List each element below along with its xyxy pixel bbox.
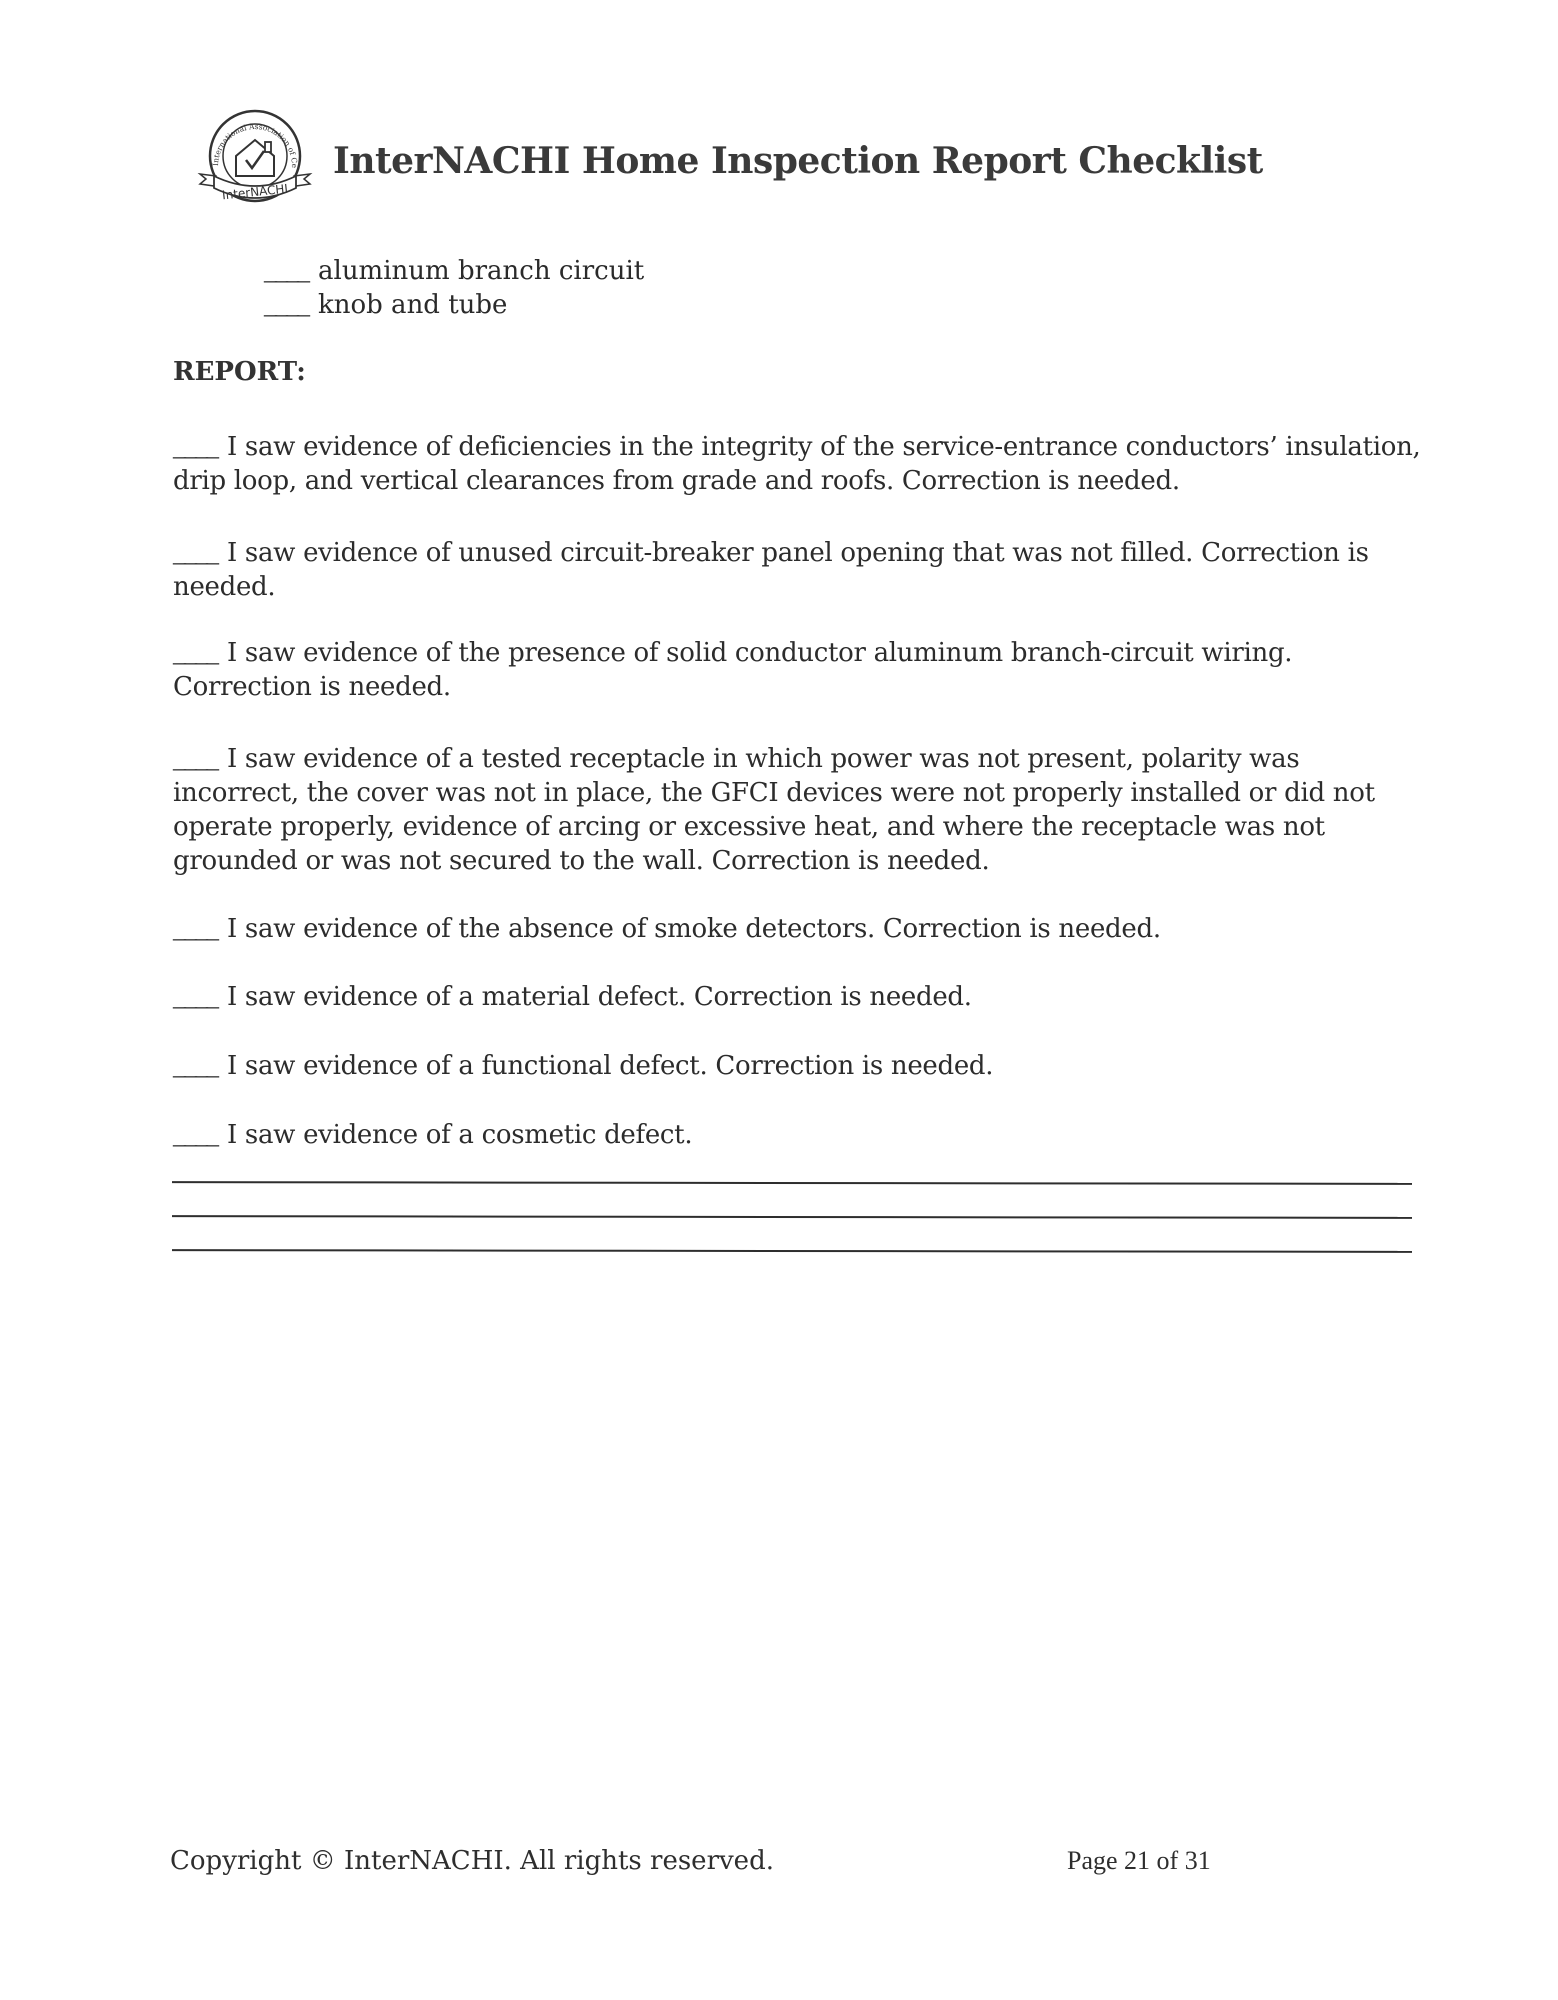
report-item	[173, 742, 1423, 878]
checkbox-blank[interactable]: ____	[173, 914, 217, 943]
internachi-logo	[196, 104, 314, 212]
checkbox-blank[interactable]: ____	[173, 982, 217, 1011]
report-item	[173, 1049, 1423, 1083]
checkbox-blank[interactable]: ____	[264, 256, 308, 285]
option-label: knob and tube	[318, 290, 508, 320]
page-title: InterNACHI Home Inspection Report Checklist	[333, 140, 1263, 182]
copyright-notice: Copyright © InterNACHI. All rights reserved.	[170, 1846, 774, 1876]
report-item-text: I saw evidence of a material defect. Correction is needed.	[227, 982, 972, 1012]
report-item	[173, 536, 1423, 604]
report-item-text: I saw evidence of a functional defect. Correction is needed.	[227, 1051, 994, 1081]
report-item	[173, 912, 1423, 946]
report-item-text: I saw evidence of unused circuit-breaker panel opening that was not filled. Correction is needed.	[173, 538, 1369, 602]
checkbox-blank[interactable]: ____	[173, 1051, 217, 1080]
checkbox-blank[interactable]: ____	[173, 744, 217, 773]
checkbox-blank[interactable]: ____	[264, 290, 308, 319]
internachi-seal-logo-icon	[196, 104, 314, 212]
logo-banner-text: InterNACHI	[221, 181, 289, 203]
report-item-text: I saw evidence of a tested receptacle in which power was not present, polarity was incorrect, the cover was not in place, the GFCI devices were not properly installed or did not operate properly, evidence of arcing or excessive heat, and where the receptacle was not grounded or was not secured to the wall. Correction is needed.	[173, 744, 1375, 876]
page-number: Page 21 of 31	[1067, 1846, 1211, 1875]
comment-line[interactable]	[172, 1181, 1412, 1185]
report-item	[173, 980, 1423, 1014]
report-item-text: I saw evidence of deficiencies in the integrity of the service-entrance conductors’ insulation, drip loop, and vertical clearances from grade and roofs. Correction is needed.	[173, 432, 1421, 496]
report-heading: REPORT:	[173, 357, 306, 387]
report-item-text: I saw evidence of the absence of smoke detectors. Correction is needed.	[227, 914, 1161, 944]
report-item-text: I saw evidence of a cosmetic defect.	[227, 1120, 693, 1150]
checkbox-blank[interactable]: ____	[173, 538, 217, 567]
report-item-text: I saw evidence of the presence of solid conductor aluminum branch-circuit wiring. Correction is needed.	[173, 638, 1293, 702]
option-aluminum-branch-circuit	[264, 254, 644, 288]
checkbox-blank[interactable]: ____	[173, 432, 217, 461]
report-item	[173, 430, 1423, 498]
option-knob-and-tube	[264, 288, 507, 322]
report-item	[173, 1118, 1423, 1152]
comment-line[interactable]	[172, 1249, 1412, 1253]
checkbox-blank[interactable]: ____	[173, 1120, 217, 1149]
report-item	[173, 636, 1423, 704]
checkbox-blank[interactable]: ____	[173, 638, 217, 667]
logo-ring-text: International Association of Ce	[210, 121, 300, 169]
comment-line[interactable]	[172, 1215, 1412, 1219]
option-label: aluminum branch circuit	[318, 256, 645, 286]
